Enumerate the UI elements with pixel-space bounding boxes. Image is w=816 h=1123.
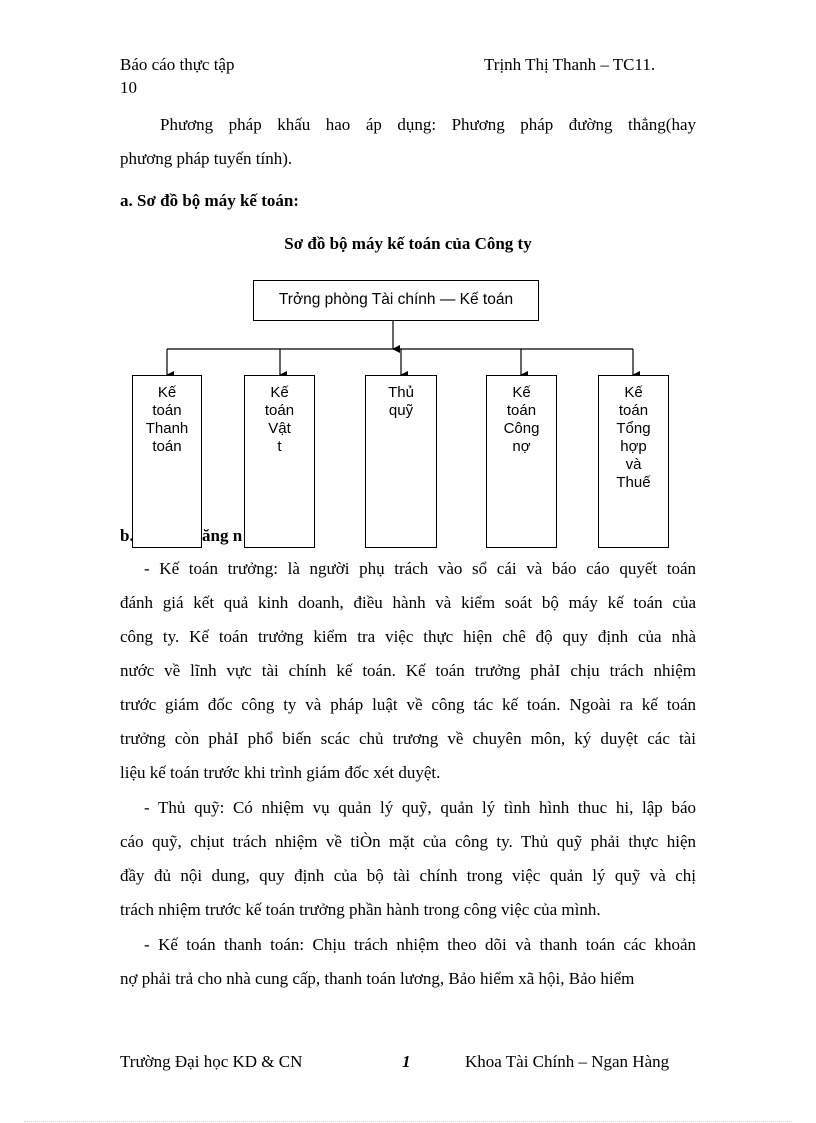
box2-line: toán	[264, 402, 295, 419]
box1-line: toán	[152, 438, 182, 455]
chief-accountant-box: Trởng phòng Tài chính — Kế toán	[253, 280, 539, 321]
box5-line: Thuế	[616, 474, 651, 491]
box5-line: Tổng	[616, 420, 651, 437]
paragraph-chief-accountant	[120, 552, 696, 790]
paragraph-line: đánh giá kết quả kinh doanh, điều hành và kiểm soát bộ máy kế toán của	[120, 593, 696, 612]
paragraph-line: nước về lĩnh vực tài chính kế toán. Kế toán trưởng phảI chịu trách nhiệm	[120, 661, 696, 680]
materials-accountant-box	[244, 375, 315, 548]
paragraph-line: liệu kế toán trước khi trình giám đốc xét duyệt.	[120, 763, 441, 782]
box2-line: t	[277, 438, 282, 455]
payment-accountant-box	[132, 375, 202, 548]
box3-line: quỹ	[388, 402, 414, 419]
paragraph-line: - Kế toán trưởng: là người phụ trách vào sổ cái và báo cáo quyết toán	[144, 559, 696, 578]
header-right: Trịnh Thị Thanh – TC11.	[484, 55, 656, 74]
paragraph-line: - Kế toán thanh toán: Chịu trách nhiệm theo dõi và thanh toán các khoản	[144, 935, 696, 954]
box1-line: Thanh	[145, 420, 189, 437]
box3-line: Thủ	[388, 384, 414, 401]
paragraph-line: trước giám đốc công ty và pháp luật về công tác kế toán. Ngoài ra kế toán	[120, 695, 696, 714]
section-a-heading: a. Sơ đồ bộ máy kế toán:	[120, 191, 299, 210]
header-left: Báo cáo thực tập	[120, 55, 235, 74]
box1-line: toán	[152, 402, 182, 419]
paragraph-line: trưởng còn phảI phổ biến scác chủ trương về chuyên môn, ký duyệt các tài	[120, 729, 696, 748]
page-bottom-divider	[24, 1121, 792, 1122]
box4-line: Công	[503, 420, 540, 437]
intro-line-1: Phương pháp khấu hao áp dụng: Phương pháp đường thẳng(hay	[160, 115, 696, 134]
box4-line: Kế	[512, 384, 531, 401]
diagram-title: Sơ đồ bộ máy kế toán của Công ty	[284, 234, 532, 253]
box5-line: Kế	[624, 384, 643, 401]
treasurer-box	[365, 375, 437, 548]
box2-line: Kế	[270, 384, 289, 401]
section-b-heading-start: b.	[120, 526, 134, 545]
footer-page-number: 1	[402, 1052, 411, 1071]
paragraph-line: cáo quỹ, chịut trách nhiệm về tiÒn mặt của công ty. Thủ quỹ phải thực hiện	[120, 832, 696, 851]
paragraph-treasurer	[120, 791, 696, 927]
paragraph-line: công ty. Kế toán trưởng kiểm tra việc thực hiện chê độ quy định của nhà	[120, 627, 696, 646]
header-page-number: 10	[120, 78, 137, 97]
box1-line: Kế	[157, 384, 177, 401]
debt-accountant-box	[486, 375, 557, 548]
box2-line: Vật	[268, 420, 291, 437]
paragraph-line: trách nhiệm trước kế toán trưởng phần hành trong công việc của mình.	[120, 900, 601, 919]
intro-line-2: phương pháp tuyến tính).	[120, 149, 293, 168]
box4-line: toán	[506, 402, 537, 419]
box5-line: và	[625, 456, 642, 473]
section-b-heading-fragment: ăng n	[202, 526, 243, 545]
general-tax-accountant-box	[598, 375, 669, 548]
footer-left: Trường Đại học KD & CN	[120, 1052, 303, 1071]
paragraph-line: - Thủ quỹ: Có nhiệm vụ quản lý quỹ, quản lý tình hình thuc hi, lập báo	[144, 798, 696, 817]
box4-line: nợ	[512, 438, 531, 455]
box5-line: toán	[618, 402, 649, 419]
footer-right: Khoa Tài Chính – Ngan Hàng	[465, 1052, 670, 1071]
box5-line: hợp	[620, 438, 647, 455]
paragraph-line: nợ phải trả cho nhà cung cấp, thanh toán lương, Bảo hiểm xã hội, Bảo hiểm	[120, 969, 635, 988]
paragraph-payment-accountant	[120, 928, 696, 996]
paragraph-line: đầy đủ nội dung, quy định của bộ tài chính trong việc quản lý quỹ và chị	[120, 866, 696, 885]
